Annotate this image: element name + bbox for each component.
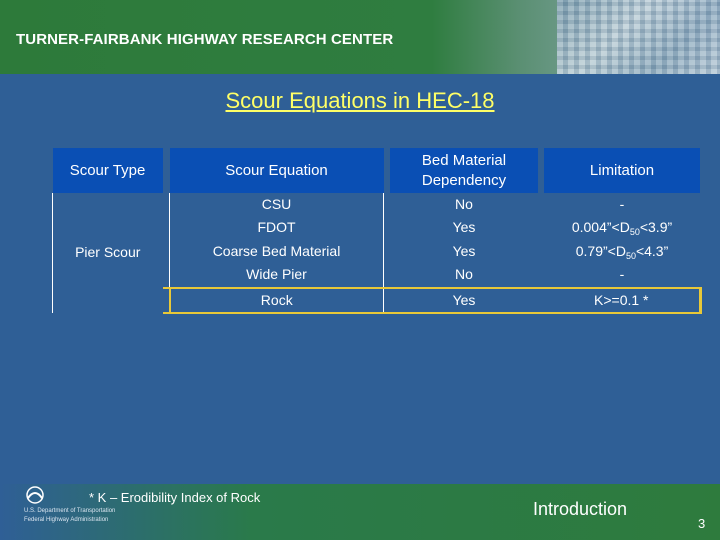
- footnote: * K – Erodibility Index of Rock: [89, 490, 261, 505]
- header-bed-material: [390, 148, 538, 193]
- limitation-cell: [544, 240, 700, 263]
- limitation-prefix: 0.79”<D: [575, 242, 626, 259]
- pier-scour-label: Pier Scour: [53, 193, 163, 313]
- limitation-suffix: <4.3”: [635, 242, 669, 259]
- header-bed-line2: Dependency: [421, 171, 507, 189]
- bed-dependency-cell: No: [455, 266, 473, 283]
- limitation-cell: -: [619, 266, 625, 283]
- bed-dependency-cell: Yes: [452, 219, 476, 236]
- dot-logo-icon: [24, 486, 46, 504]
- limitation-cell: [544, 216, 700, 239]
- limitation-cell: K>=0.1 *: [544, 288, 700, 313]
- bed-dependency-cell: Yes: [452, 242, 476, 259]
- bed-dependency-cell: No: [455, 196, 473, 212]
- slide-title-container: [0, 88, 720, 114]
- introduction-link[interactable]: Introduction: [533, 499, 628, 519]
- organization-title: TURNER-FAIRBANK HIGHWAY RESEARCH CENTER: [16, 31, 394, 48]
- equation-cell: Rock: [170, 288, 384, 313]
- logo-line-1: U.S. Department of Transportation: [24, 508, 116, 514]
- limitation-suffix: <3.9”: [639, 219, 673, 236]
- equation-cell: CSU: [170, 193, 384, 216]
- table-header-row: [53, 148, 701, 193]
- building-photo: [557, 0, 720, 74]
- header-scour-equation: Scour Equation: [170, 148, 384, 193]
- header-bar: [0, 0, 720, 74]
- header-limitation: Limitation: [544, 148, 700, 193]
- page-number: 3: [698, 516, 706, 531]
- equation-cell: Coarse Bed Material: [170, 240, 384, 263]
- limitation-subscript: 50: [625, 250, 636, 261]
- equation-cell: Wide Pier: [170, 263, 384, 287]
- limitation-subscript: 50: [629, 227, 640, 238]
- scour-equations-table: [52, 148, 702, 314]
- equation-cell: FDOT: [170, 216, 384, 239]
- slide-title: Scour Equations in HEC-18: [225, 88, 495, 113]
- header-bed-line1: Bed Material: [421, 151, 507, 169]
- logo-line-2: Federal Highway Administration: [24, 517, 109, 523]
- bed-dependency-cell: Yes: [390, 288, 538, 313]
- table-row: [53, 193, 701, 216]
- limitation-prefix: 0.004”<D: [571, 219, 630, 236]
- header-scour-type: Scour Type: [53, 148, 163, 193]
- limitation-cell: -: [619, 196, 625, 212]
